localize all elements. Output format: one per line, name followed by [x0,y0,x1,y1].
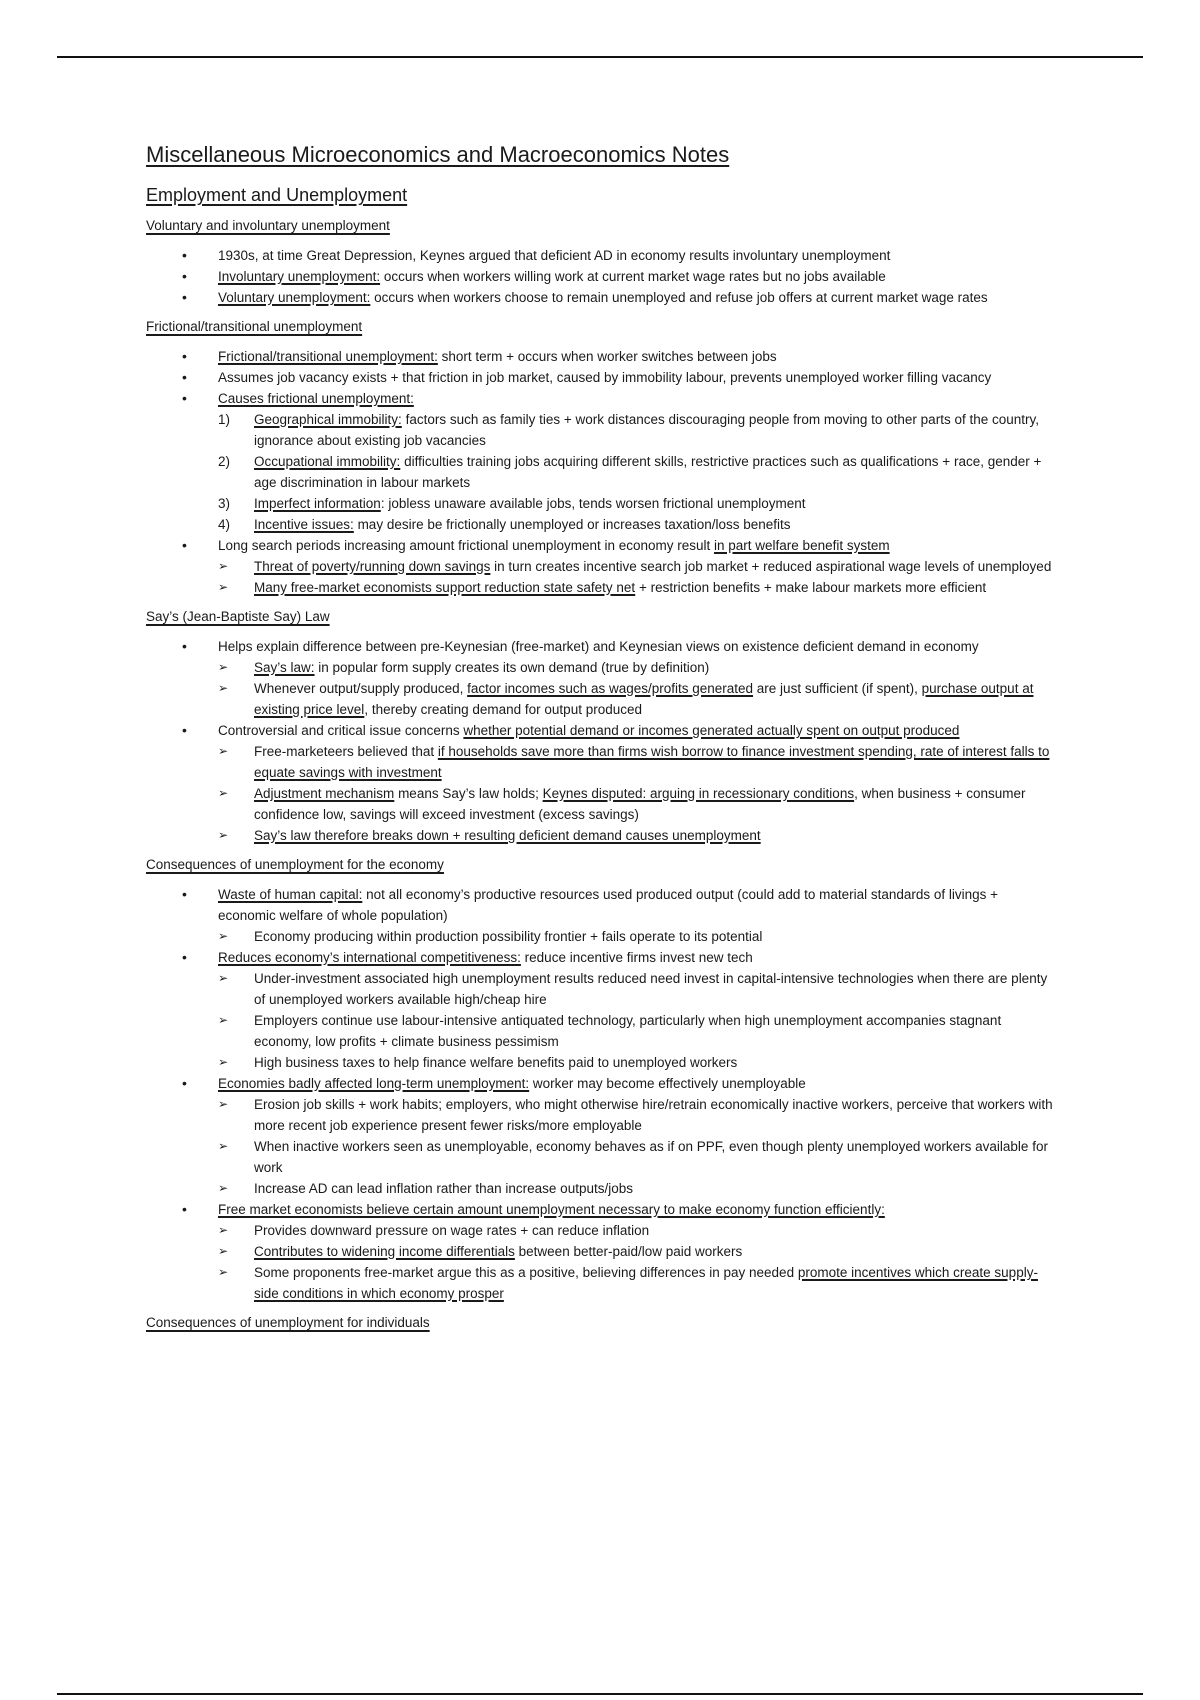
item-term: purchase output at existing price level [254,681,1034,717]
item-text: in popular form supply creates its own demand (true by definition) [314,660,710,675]
subheading-frictional: Frictional/transitional unemployment [146,319,363,334]
arrow-list [218,968,1056,1073]
subheading-voluntary-involuntary: Voluntary and involuntary unemployment [146,218,390,233]
item-number: 2) [218,454,231,469]
arrow-item [218,968,1056,1010]
item-term: Say’s law therefore breaks down + resulting deficient demand causes unemployment [254,828,761,843]
item-term: Adjustment mechanism [254,786,395,801]
item-text: difficulties training jobs acquiring different skills, restrictive practices such as qualifications + race, gender + age discrimination in labour markets [254,454,1042,490]
item-term: Voluntary unemployment: [218,290,371,305]
list-item [146,1073,1056,1199]
item-text: When inactive workers seen as unemployable, economy behaves as if on PPF, even though plenty unemployed workers available for work [254,1139,1048,1175]
item-term: Geographical immobility: [254,412,402,427]
item-text: Employers continue use labour-intensive antiquated technology, particularly when high unemployment accompanies stagnant economy, low profits + climate business pessimism [254,1013,1002,1049]
arrow-list [218,1094,1056,1199]
list-item [146,1199,1056,1304]
arrow-item [218,1241,1056,1262]
item-term: Free market economists believe certain amount unemployment necessary to make economy function efficiently: [218,1202,885,1217]
list-item [146,245,1056,266]
list-item [146,636,1056,720]
item-text: occurs when workers choose to remain unemployed and refuse job offers at current market wage rates [370,290,988,305]
item-text: Economy producing within production possibility frontier + fails operate to its potential [254,929,763,944]
item-text: Under-investment associated high unemployment results reduced need invest in capital-intensive technologies when there are plenty of unemployed workers available high/cheap hire [254,971,1048,1007]
list-item [146,388,1056,535]
arrow-list [218,556,1056,598]
item-number: 4) [218,517,231,532]
arrow-item [218,1136,1056,1178]
item-text: may desire be frictionally unemployed or increases taxation/loss benefits [353,517,791,532]
item-term: Keynes disputed: arguing in recessionary conditions [542,786,855,801]
arrow-item [218,678,1056,720]
item-term: Say’s law: [254,660,315,675]
bullet-list [146,245,1056,308]
list-item [146,346,1056,367]
arrow-item [218,556,1056,577]
subheading-consequences-economy: Consequences of unemployment for the economy [146,857,444,872]
item-text: High business taxes to help finance welfare benefits paid to unemployed workers [254,1055,738,1070]
page-title: Miscellaneous Microeconomics and Macroeconomics Notes [146,142,730,167]
item-text: , when business + consumer confidence low, savings will exceed investment (excess savings) [254,786,1026,822]
item-term: Economies badly affected long-term unemployment: [218,1076,530,1091]
item-number: 1) [218,412,231,427]
item-text: reduce incentive firms invest new tech [520,950,753,965]
arrow-item [218,1220,1056,1241]
list-item [146,884,1056,947]
list-item [146,535,1056,598]
arrow-item [218,926,1056,947]
item-text: factors such as family ties + work distances discouraging people from moving to other parts of the country, ignorance about existing job vacancies [254,412,1039,448]
item-term: in part welfare benefit system [714,538,890,553]
item-term: Contributes to widening income differentials [254,1244,515,1259]
item-term: Reduces economy’s international competitiveness: [218,950,521,965]
arrow-item [218,1094,1056,1136]
item-term: Imperfect information [254,496,381,511]
bullet-list [146,884,1056,1304]
item-text: : jobless unaware available jobs, tends worsen frictional unemployment [380,496,806,511]
item-term: Occupational immobility: [254,454,401,469]
numbered-list [218,409,1056,535]
subheading-says-law: Say’s (Jean-Baptiste Say) Law [146,609,330,624]
bottom-rule [57,1693,1143,1695]
top-rule [57,56,1143,58]
item-term: Waste of human capital: [218,887,363,902]
arrow-list [218,657,1056,720]
item-text: Helps explain difference between pre-Keynesian (free-market) and Keynesian views on existence deficient demand in economy [218,639,979,654]
arrow-item [218,657,1056,678]
item-term: Involuntary unemployment: [218,269,381,284]
item-text: 1930s, at time Great Depression, Keynes argued that deficient AD in economy results involuntary unemployment [218,248,891,263]
bullet-list [146,346,1056,598]
item-term: Incentive issues: [254,517,354,532]
section-heading: Employment and Unemployment [146,185,408,205]
arrow-item [218,1010,1056,1052]
arrow-item [218,1052,1056,1073]
item-text: Increase AD can lead inflation rather than increase outputs/jobs [254,1181,633,1196]
item-text: Free-marketeers believed that [254,744,438,759]
item-number: 3) [218,496,231,511]
document-body [146,142,1056,1342]
item-term: promote incentives which create supply-side conditions in which economy prosper [254,1265,1038,1301]
numbered-item [218,409,1056,451]
bullet-list [146,636,1056,846]
item-text: occurs when workers willing work at current market wage rates but no jobs available [380,269,886,284]
arrow-list [218,741,1056,846]
arrow-item [218,1262,1056,1304]
item-text: between better-paid/low paid workers [514,1244,743,1259]
numbered-item [218,493,1056,514]
item-text: Controversial and critical issue concerns [218,723,464,738]
item-text: Provides downward pressure on wage rates + can reduce inflation [254,1223,650,1238]
item-text: not all economy’s productive resources used produced output (could add to material standards of livings + economic welfare of whole population) [218,887,999,923]
item-text: in turn creates incentive search job market + reduced aspirational wage levels of unemployed [490,559,1052,574]
numbered-item [218,514,1056,535]
item-term: Many free-market economists support reduction state safety net [254,580,636,595]
arrow-list [218,1220,1056,1304]
arrow-item [218,1178,1056,1199]
item-text: means Say’s law holds; [394,786,543,801]
list-item [146,367,1056,388]
subheading-consequences-individuals: Consequences of unemployment for individuals [146,1315,430,1330]
item-term: if households save more than firms wish borrow to finance investment spending, rate of interest falls to equate savings with investment [254,744,1050,780]
numbered-item [218,451,1056,493]
arrow-item [218,783,1056,825]
item-text: Long search periods increasing amount frictional unemployment in economy result [218,538,715,553]
item-text: worker may become effectively unemployable [529,1076,806,1091]
item-term: whether potential demand or incomes generated actually spent on output produced [463,723,960,738]
arrow-list [218,926,1056,947]
item-text: Whenever output/supply produced, [254,681,468,696]
item-text: + restriction benefits + make labour markets more efficient [635,580,987,595]
item-text: Some proponents free-market argue this as a positive, believing differences in pay needed [254,1265,798,1280]
item-text: , thereby creating demand for output produced [364,702,642,717]
list-item [146,266,1056,287]
item-term: Causes frictional unemployment: [218,391,414,406]
arrow-item [218,741,1056,783]
list-item [146,720,1056,846]
list-item [146,287,1056,308]
item-term: Frictional/transitional unemployment: [218,349,438,364]
list-item [146,947,1056,1073]
item-text: are just sufficient (if spent), [753,681,922,696]
arrow-item [218,577,1056,598]
item-text: Assumes job vacancy exists + that friction in job market, caused by immobility labour, prevents unemployed worker filling vacancy [218,370,992,385]
item-term: Threat of poverty/running down savings [254,559,491,574]
item-text: short term + occurs when worker switches between jobs [437,349,777,364]
item-term: factor incomes such as wages/profits generated [467,681,754,696]
arrow-item [218,825,1056,846]
item-text: Erosion job skills + work habits; employers, who might otherwise hire/retrain economically inactive workers, perceive that workers with more recent job experience present fewer risks/more employable [254,1097,1053,1133]
